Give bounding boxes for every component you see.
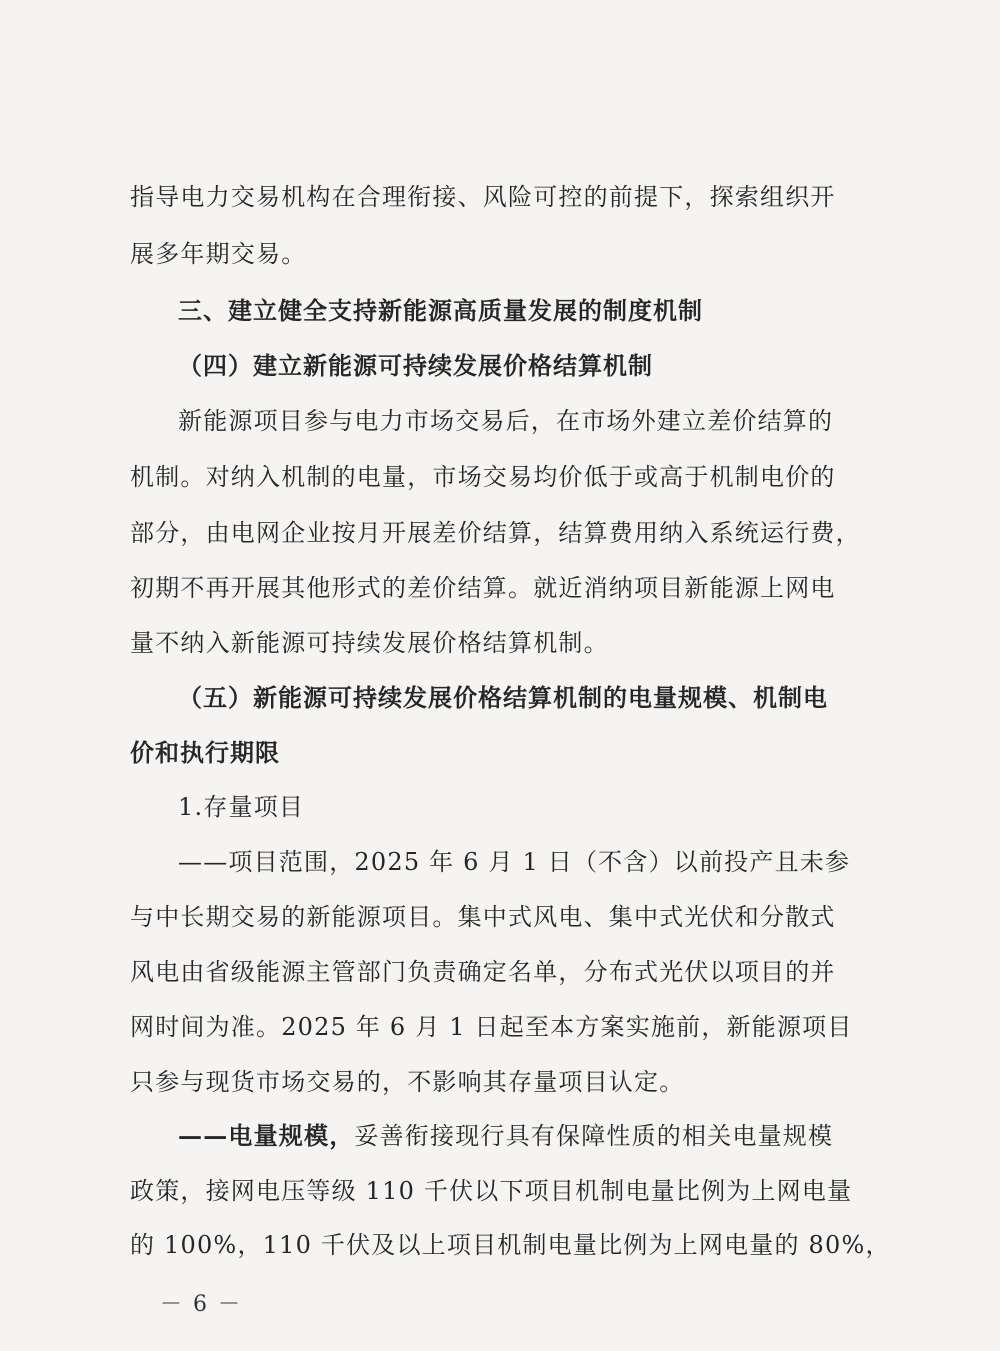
- text-line: 量不纳入新能源可持续发展价格结算机制。: [130, 629, 609, 657]
- text-line: 与中长期交易的新能源项目。集中式风电、集中式光伏和分散式: [130, 903, 836, 931]
- text-line: 展多年期交易。: [130, 240, 307, 268]
- text-line: 指导电力交易机构在合理衔接、风险可控的前提下，探索组织开: [130, 183, 836, 211]
- text-line: [178, 844, 850, 880]
- subsection-heading: （五）新能源可持续发展价格结算机制的电量规模、机制电: [178, 684, 828, 712]
- text-line: 政策，接网电压等级 110 千伏以下项目机制电量比例为上网电量: [130, 1177, 853, 1205]
- page-number: － 6 －: [160, 1292, 242, 1317]
- text-line: 机制。对纳入机制的电量，市场交易均价低于或高于机制电价的: [130, 463, 836, 491]
- text-line: 网时间为准。2025 年 6 月 1 日起至本方案实施前，新能源项目: [130, 1013, 853, 1041]
- subsection-heading-cont: 价和执行期限: [130, 739, 280, 767]
- lead-term-bold: ——电量规模，: [178, 1121, 355, 1150]
- text-line: 初期不再开展其他形式的差价结算。就近消纳项目新能源上网电: [130, 574, 836, 602]
- text-line: 风电由省级能源主管部门负责确定名单，分布式光伏以项目的并: [130, 958, 836, 986]
- text-line: 只参与现货市场交易的，不影响其存量项目认定。: [130, 1068, 685, 1096]
- subsection-heading: （四）建立新能源可持续发展价格结算机制: [178, 352, 653, 380]
- text-span: 2025 年 6 月 1 日（不含）以前投产且未参: [354, 848, 851, 876]
- text-line: 新能源项目参与电力市场交易后，在市场外建立差价结算的: [178, 407, 834, 435]
- item-title: 1.存量项目: [178, 793, 305, 821]
- lead-term: ——项目范围，: [178, 848, 355, 876]
- text-line: 部分，由电网企业按月开展差价结算，结算费用纳入系统运行费，: [130, 519, 861, 547]
- text-line: 的 100%，110 千伏及以上项目机制电量比例为上网电量的 80%，: [130, 1231, 891, 1259]
- text-span: 妥善衔接现行具有保障性质的相关电量规模: [354, 1122, 834, 1150]
- section-heading: 三、建立健全支持新能源高质量发展的制度机制: [178, 297, 703, 325]
- text-line: [178, 1118, 833, 1154]
